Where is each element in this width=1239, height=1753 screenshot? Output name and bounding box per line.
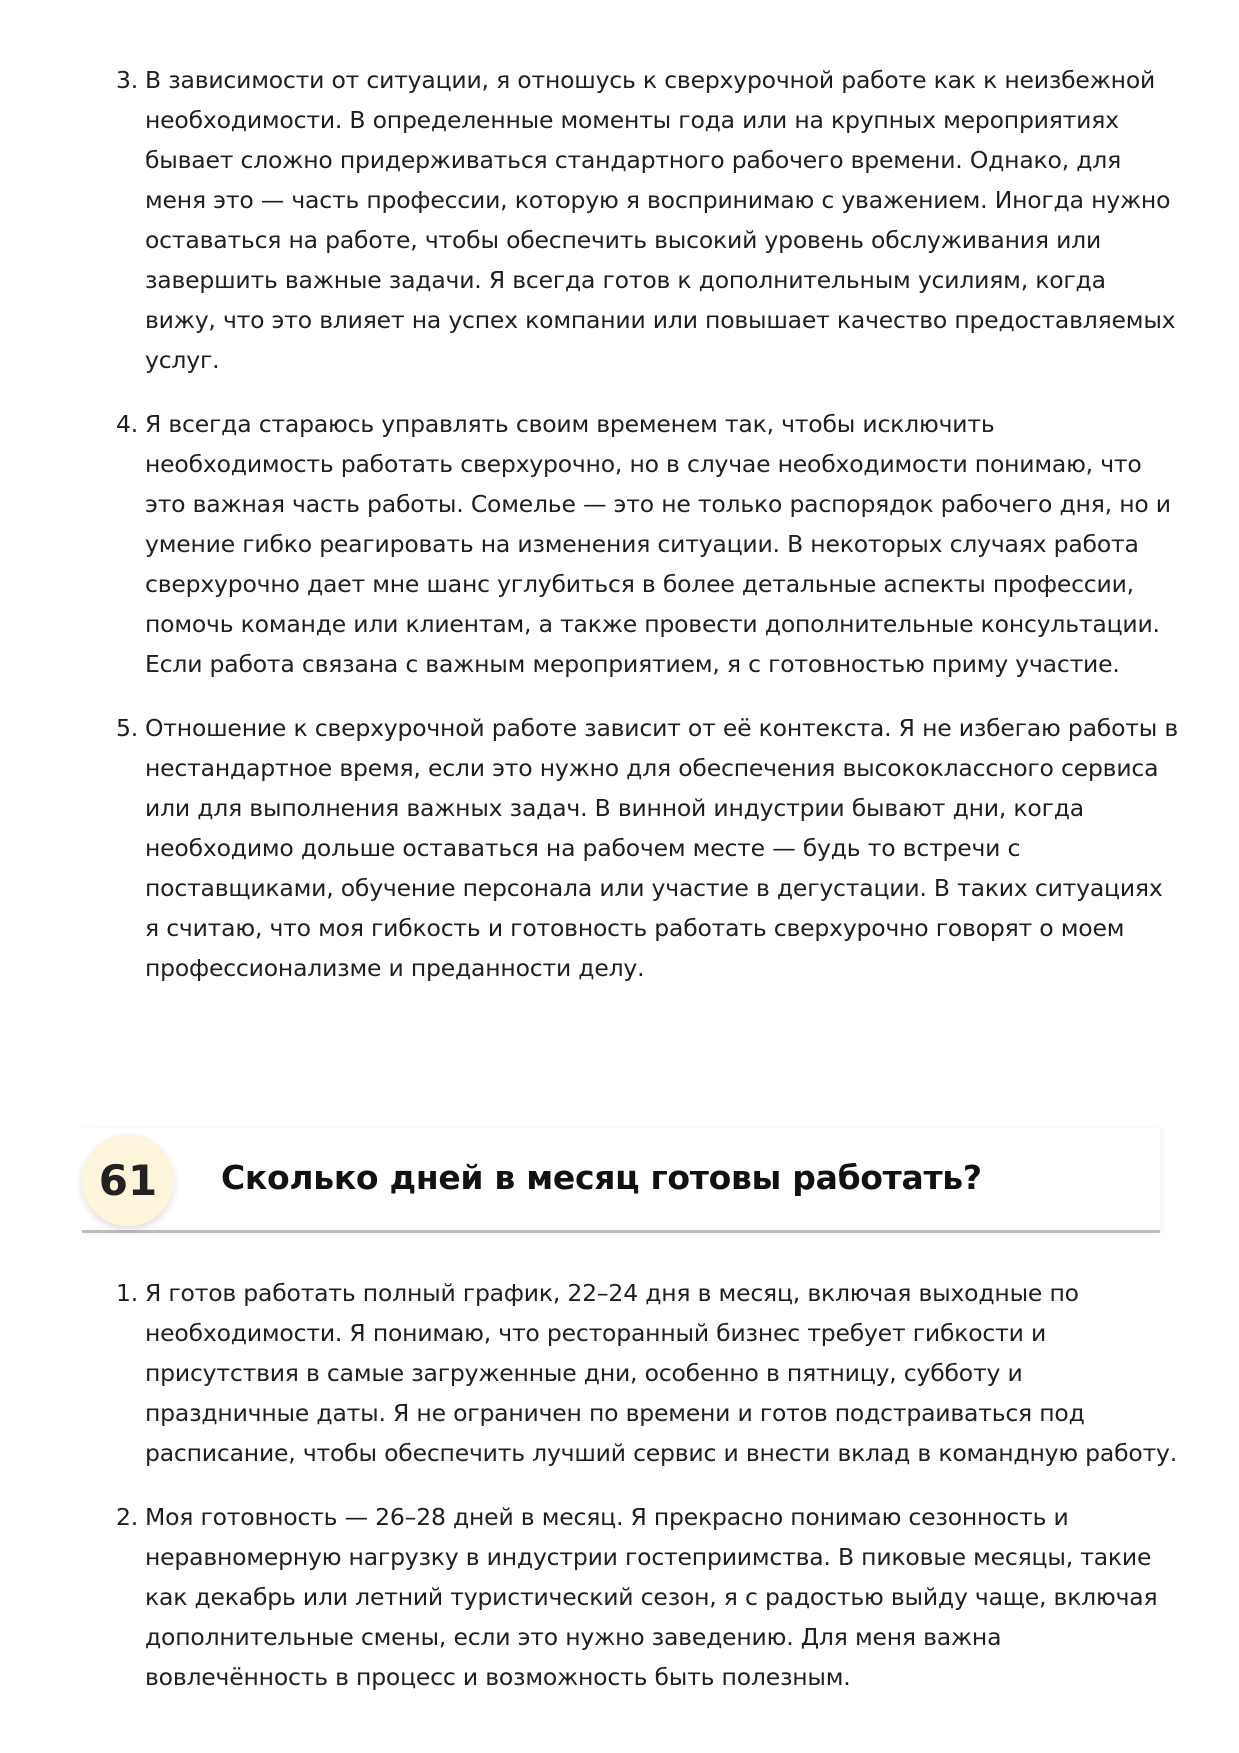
list-item-number: 2. bbox=[116, 1503, 139, 1531]
question-answers-list bbox=[0, 1273, 1239, 1721]
list-item-number: 3. bbox=[116, 66, 139, 94]
previous-answers-list bbox=[0, 60, 1239, 1012]
list-item-number: 5. bbox=[116, 714, 139, 742]
list-item bbox=[0, 1497, 1239, 1697]
list-item bbox=[0, 404, 1239, 684]
list-item bbox=[0, 60, 1239, 380]
list-item bbox=[0, 1273, 1239, 1473]
list-item-text: Отношение к сверхурочной работе зависит от её контекста. Я не избегаю работы в нестандартное время, если это нужно для обеспечения высококлассного сервиса или для выполнения важных задач. В винной индустрии бывают дни, когда необходимо дольше оставаться на рабочем месте — будь то встречи с поставщиками, обучение персонала или участие в дегустации. В таких ситуациях я считаю, что моя гибкость и готовность работать сверхурочно говорят о моем профессионализме и преданности делу. bbox=[145, 714, 1179, 982]
question-title: Сколько дней в месяц готовы работать? bbox=[221, 1158, 982, 1197]
list-item-text: Я всегда стараюсь управлять своим временем так, чтобы исключить необходимость работать сверхурочно, но в случае необходимости понимаю, что это важная часть работы. Сомелье — это не только распорядок рабочего дня, но и умение гибко реагировать на изменения ситуации. В некоторых случаях работа сверхурочно дает мне шанс углубиться в более детальные аспекты профессии, помочь команде или клиентам, а также провести дополнительные консультации. Если работа связана с важным мероприятием, я с готовностью приму участие. bbox=[145, 410, 1171, 678]
list-item bbox=[0, 708, 1239, 988]
list-item-text: В зависимости от ситуации, я отношусь к сверхурочной работе как к неизбежной необходимости. В определенные моменты года или на крупных мероприятиях бывает сложно придерживаться стандартного рабочего времени. Однако, для меня это — часть профессии, которую я воспринимаю с уважением. Иногда нужно оставаться на работе, чтобы обеспечить высокий уровень обслуживания или завершить важные задачи. Я всегда готов к дополнительным усилиям, когда вижу, что это влияет на успех компании или повышает качество предоставляемых услуг. bbox=[145, 66, 1176, 374]
list-item-text: Я готов работать полный график, 22–24 дня в месяц, включая выходные по необходимости. Я понимаю, что ресторанный бизнес требует гибкости и присутствия в самые загруженные дни, особенно в пятницу, субботу и праздничные даты. Я не ограничен по времени и готов подстраиваться под расписание, чтобы обеспечить лучший сервис и внести вклад в командную работу. bbox=[145, 1279, 1178, 1467]
question-header bbox=[82, 1128, 1160, 1232]
question-number-badge: 61 bbox=[82, 1134, 174, 1226]
list-item-number: 4. bbox=[116, 410, 139, 438]
list-item-number: 1. bbox=[116, 1279, 139, 1307]
list-item-text: Моя готовность — 26–28 дней в месяц. Я прекрасно понимаю сезонность и неравномерную нагрузку в индустрии гостеприимства. В пиковые месяцы, такие как декабрь или летний туристический сезон, я с радостью выйду чаще, включая дополнительные смены, если это нужно заведению. Для меня важна вовлечённость в процесс и возможность быть полезным. bbox=[145, 1503, 1158, 1691]
